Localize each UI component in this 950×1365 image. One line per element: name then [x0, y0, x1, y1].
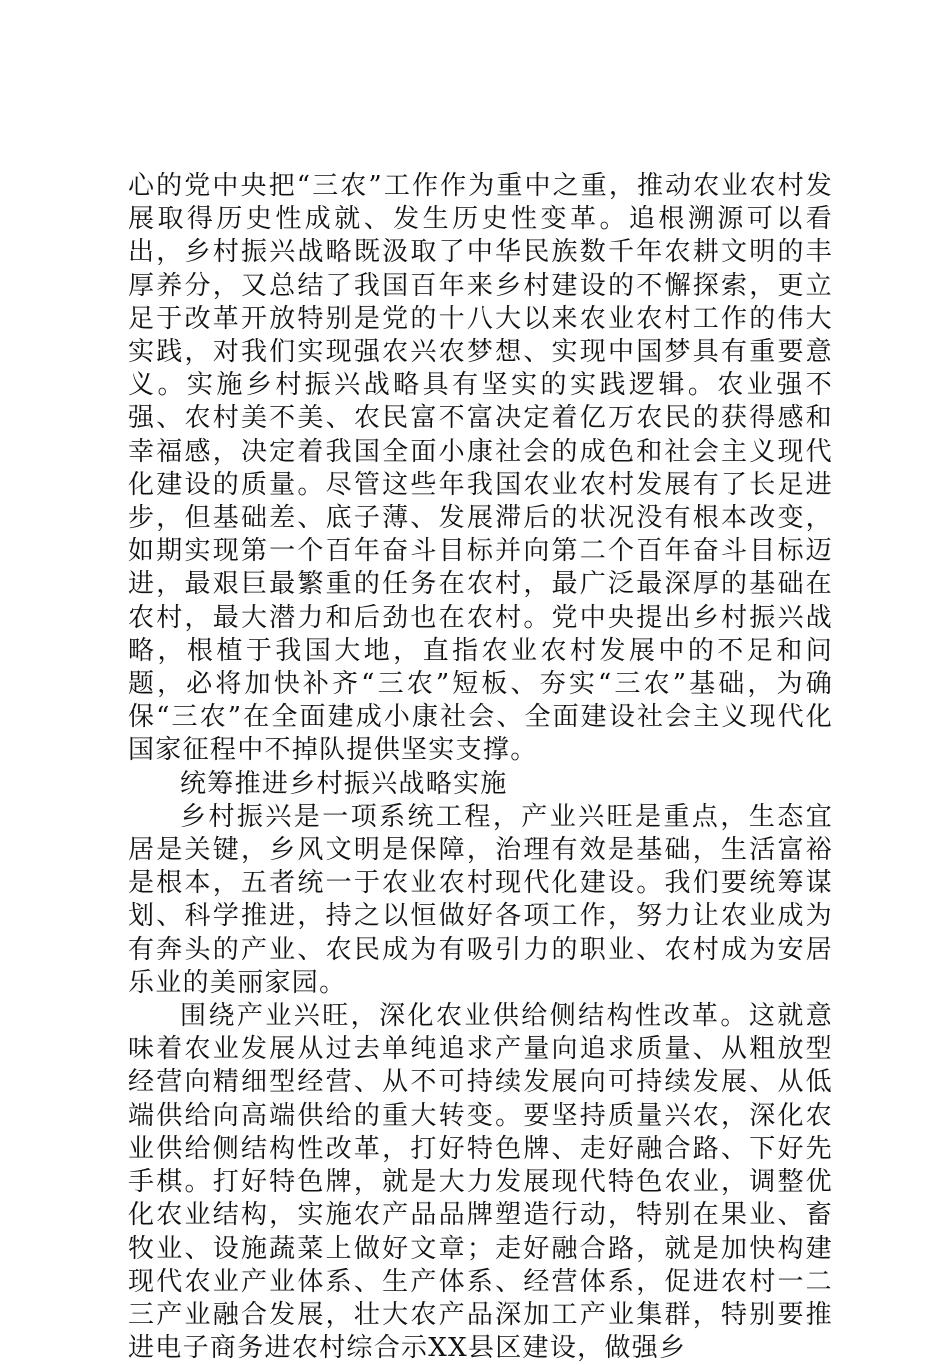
- paragraph-system-engineering: 乡村振兴是一项系统工程，产业兴旺是重点，生态宜居是关键，乡风文明是保障，治理有效是基础，生活富裕是根本，五者统一于农业农村现代化建设。我们要统筹谋划、科学推进，持之以恒做好各项工作，努力让农业成为有奔头的产业、农民成为有吸引力的职业、农村成为安居乐业的美丽家园。: [128, 801, 833, 998]
- paragraph-continuation: 心的党中央把“三农”工作作为重中之重，推动农业农村发展取得历史性成就、发生历史性变革。追根溯源可以看出，乡村振兴战略既汲取了中华民族数千年农耕文明的丰厚养分，又总结了我国百年来乡村建设的不懈探索，更立足于改革开放特别是党的十八大以来农业农村工作的伟大实践，对我们实现强农兴农梦想、实现中国梦具有重要意义。实施乡村振兴战略具有坚实的实践逻辑。农业强不强、农村美不美、农民富不富决定着亿万农民的获得感和幸福感，决定着我国全面小康社会的成色和社会主义现代化建设的质量。尽管这些年我国农业农村发展有了长足进步，但基础差、底子薄、发展滞后的状况没有根本改变，如期实现第一个百年奋斗目标并向第二个百年奋斗目标迈进，最艰巨最繁重的任务在农村，最广泛最深厚的基础在农村，最大潜力和后劲也在农村。党中央提出乡村振兴战略，根植于我国大地，直指农业农村发展中的不足和问题，必将加快补齐“三农”短板、夯实“三农”基础，为确保“三农”在全面建成小康社会、全面建设社会主义现代化国家征程中不掉队提供坚实支撑。: [128, 171, 833, 766]
- document-body: [128, 170, 833, 1365]
- section-heading: 统筹推进乡村振兴战略实施: [180, 768, 508, 799]
- paragraph-industry-prosperity: 围绕产业兴旺，深化农业供给侧结构性改革。这就意味着农业发展从过去单纯追求产量向追求质量、从粗放型经营向精细型经营、从不可持续发展向可持续发展、从低端供给向高端供给的重大转变。要坚持质量兴农，深化农业供给侧结构性改革，打好特色牌、走好融合路、下好先手棋。打好特色牌，就是大力发展现代特色农业，调整优化农业结构，实施农产品品牌塑造行动，特别在果业、畜牧业、设施蔬菜上做好文章；走好融合路，就是加快构建现代农业产业体系、生产体系、经营体系，促进农村一二三产业融合发展，壮大农产品深加工产业集群，特别要推进电子商务进农村综合示XX县区建设，做强乡: [128, 1001, 833, 1364]
